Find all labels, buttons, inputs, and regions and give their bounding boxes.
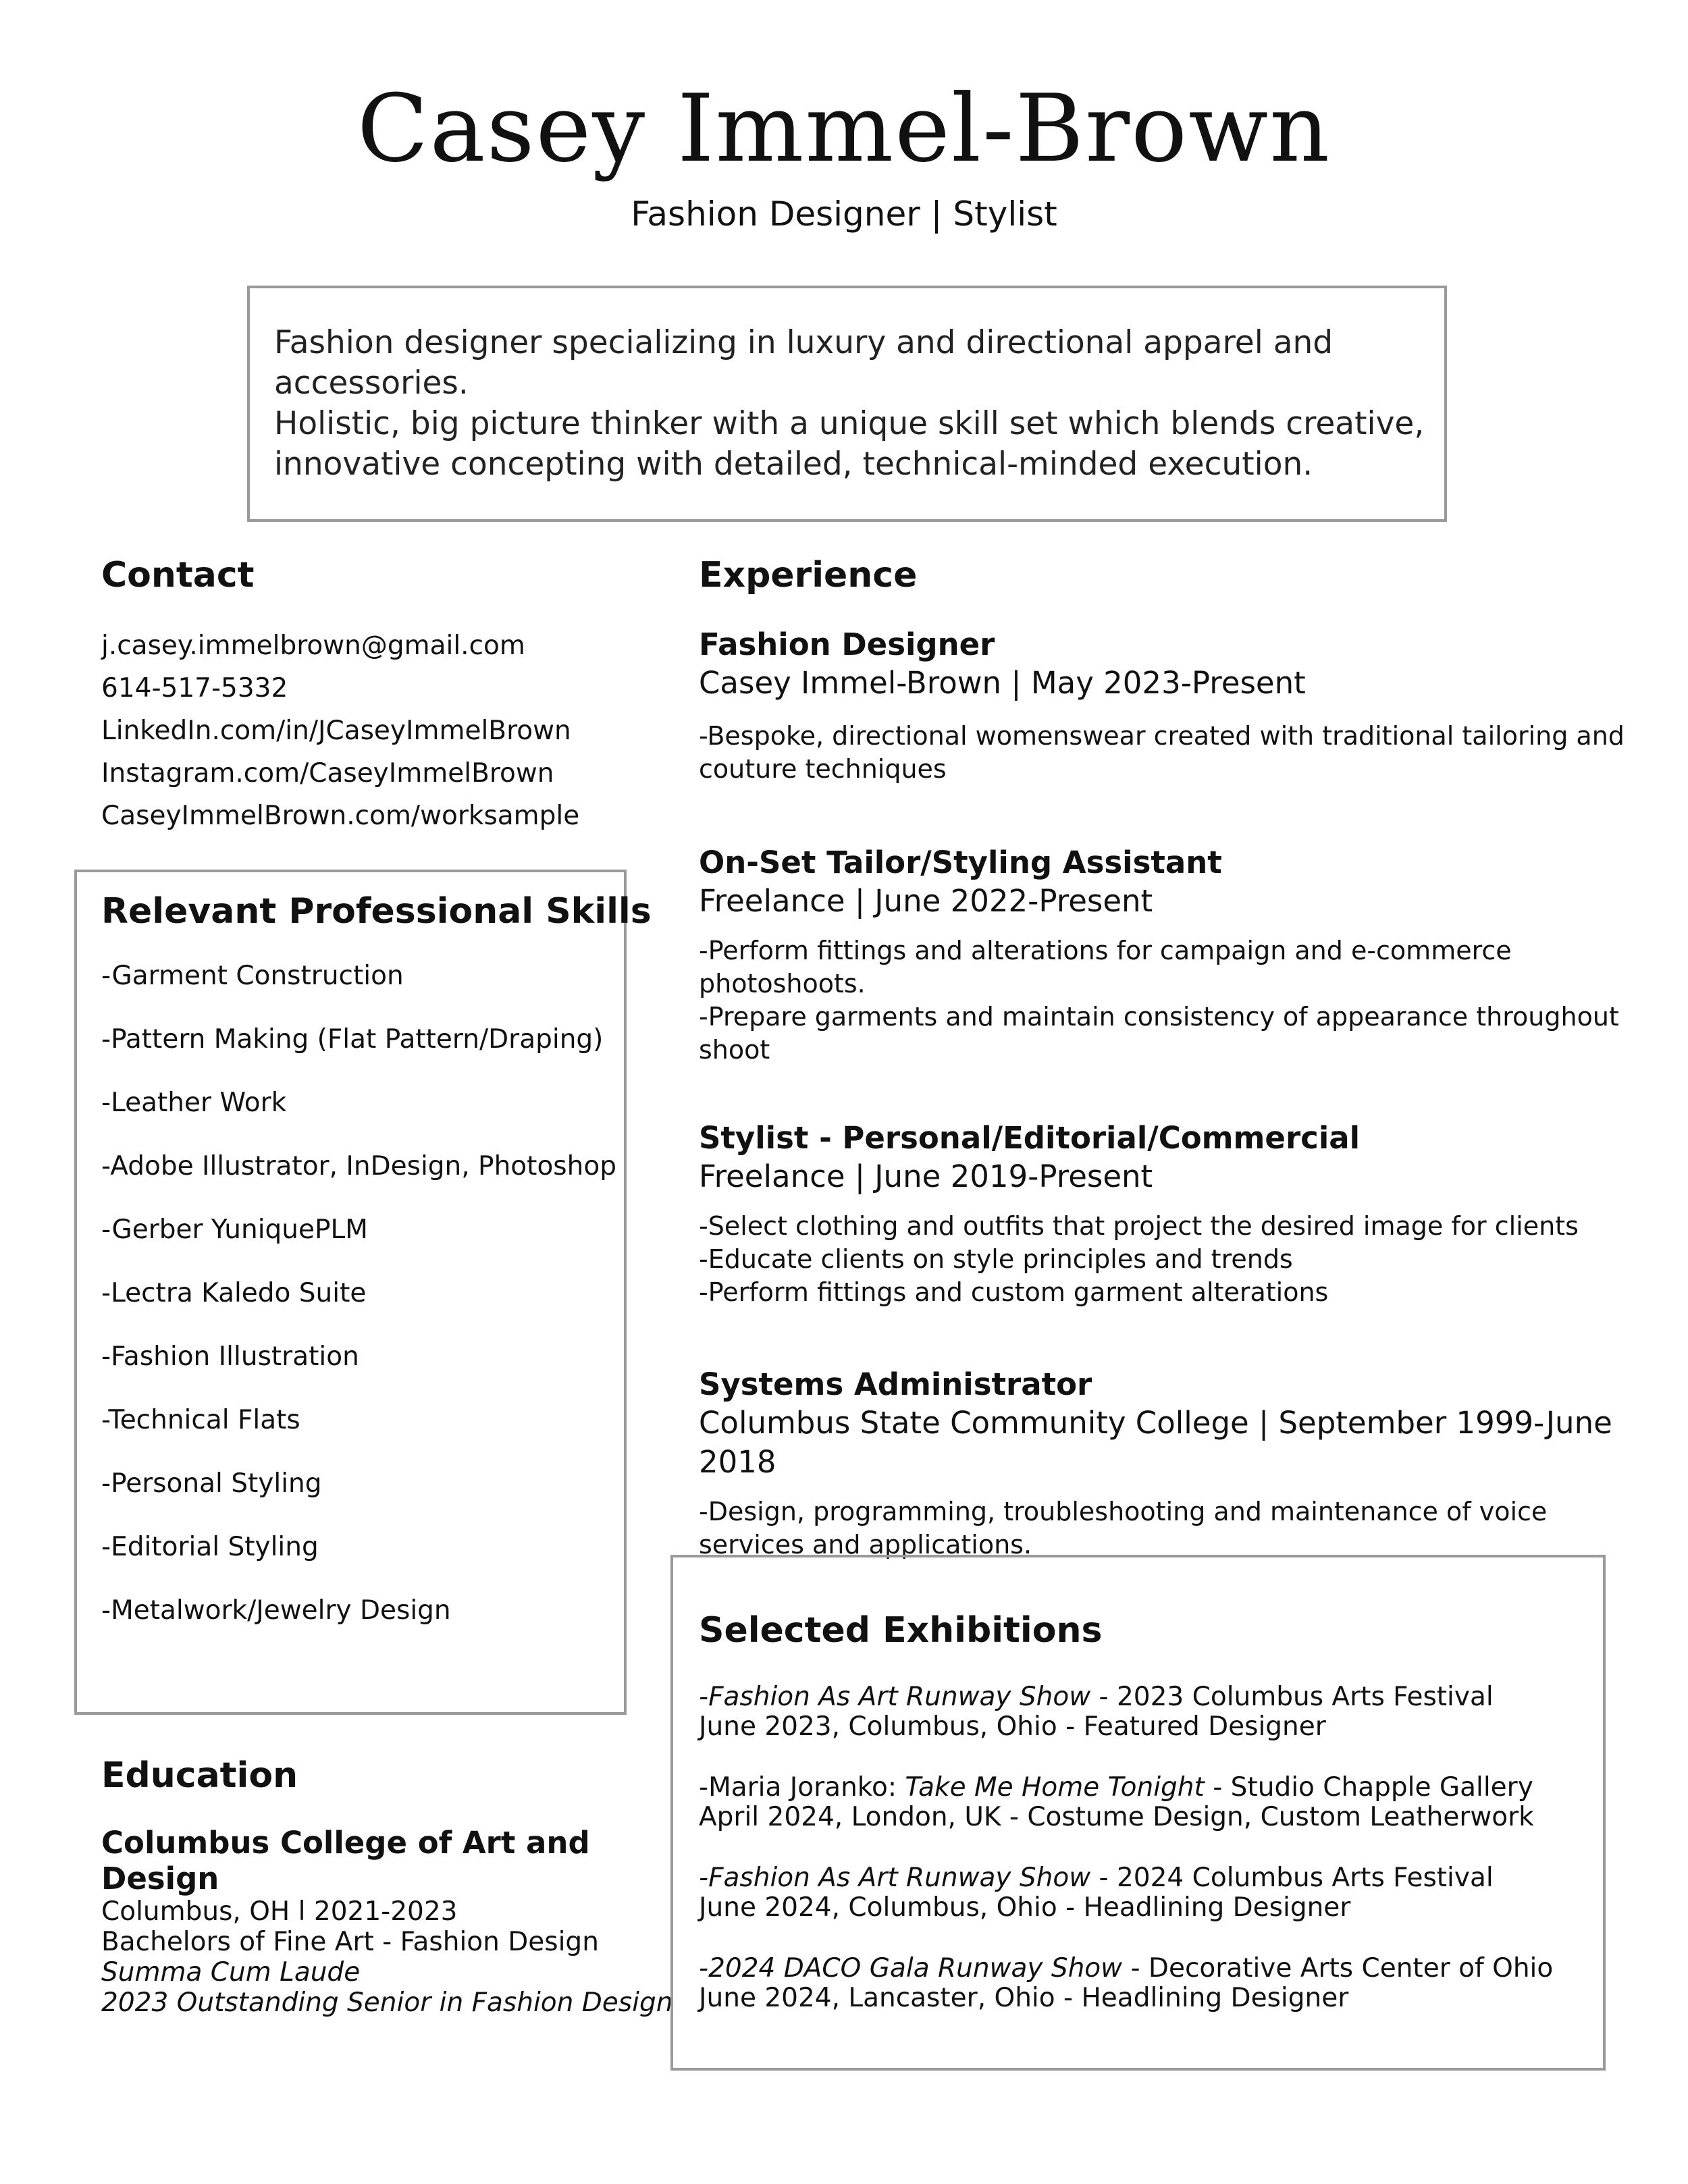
experience-heading: Experience (699, 555, 918, 595)
education-school: Columbus College of Art and Design (101, 1825, 590, 1896)
contact-website[interactable]: CaseyImmelBrown.com/worksample (101, 801, 580, 831)
job-entry (699, 1366, 1644, 1562)
job-org: Casey Immel-Brown | May 2023-Present (699, 665, 1306, 701)
job-org: Columbus State Community College | September 1999-June 2018 (699, 1405, 1612, 1480)
skills-heading: Relevant Professional Skills (101, 891, 652, 932)
job-desc-line: -Educate clients on style principles and trends (699, 1244, 1293, 1274)
exhibition-item (699, 1773, 1597, 1832)
job-entry (699, 626, 1644, 786)
job-title: Stylist - Personal/Editorial/Commercial (699, 1120, 1361, 1156)
education-honor: Summa Cum Laude (101, 1957, 361, 1988)
education-heading: Education (101, 1755, 298, 1796)
job-desc-line: couture techniques (699, 754, 947, 784)
exhibition-item (699, 1863, 1597, 1923)
contact-list (101, 624, 579, 837)
exhibition-details: April 2024, London, UK - Costume Design, Custom Leatherwork (699, 1802, 1534, 1832)
job-desc-line: -Select clothing and outfits that project the desired image for clients (699, 1211, 1579, 1241)
exhibitions-heading: Selected Exhibitions (699, 1610, 1103, 1651)
job-desc-line: services and applications. (699, 1530, 1032, 1560)
exhibition-show: -Fashion As Art Runway Show (699, 1863, 1091, 1893)
exhibition-show: -Fashion As Art Runway Show (699, 1682, 1091, 1712)
job-entry (699, 844, 1644, 1067)
contact-instagram[interactable]: Instagram.com/CaseyImmelBrown (101, 758, 554, 789)
job-org: Freelance | June 2019-Present (699, 1158, 1153, 1194)
skill-item: -Leather Work (101, 1088, 287, 1118)
summary-line: Holistic, big picture thinker with a unique skill set which blends creative, (274, 405, 1425, 442)
skill-item: -Personal Styling (101, 1468, 322, 1499)
summary-text (274, 323, 1435, 485)
job-title: On-Set Tailor/Styling Assistant (699, 845, 1222, 880)
skill-item: -Gerber YuniquePLM (101, 1215, 368, 1245)
exhibition-item (699, 1954, 1597, 2013)
skill-item: -Metalwork/Jewelry Design (101, 1595, 451, 1626)
education-block (101, 1825, 675, 2018)
skill-item: -Pattern Making (Flat Pattern/Draping) (101, 1024, 604, 1055)
exhibition-details: June 2023, Columbus, Ohio - Featured Designer (699, 1711, 1326, 1742)
job-title: Systems Administrator (699, 1366, 1092, 1402)
skill-item: -Technical Flats (101, 1405, 300, 1435)
education-location: Columbus, OH l 2021-2023 (101, 1896, 458, 1927)
job-desc-line: -Bespoke, directional womenswear created with traditional tailoring and (699, 721, 1625, 751)
exhibition-venue: - 2024 Columbus Arts Festival (1090, 1863, 1494, 1893)
resume-role: Fashion Designer | Stylist (631, 194, 1057, 234)
exhibition-details: June 2024, Lancaster, Ohio - Headlining Designer (699, 1983, 1349, 2013)
contact-linkedin[interactable]: LinkedIn.com/in/JCaseyImmelBrown (101, 716, 571, 746)
job-entry (699, 1119, 1644, 1309)
exhibition-venue: - 2023 Columbus Arts Festival (1090, 1682, 1494, 1712)
exhibition-details: June 2024, Columbus, Ohio - Headlining Designer (699, 1892, 1351, 1923)
skills-list (101, 961, 616, 1659)
summary-line: innovative concepting with detailed, technical-minded execution. (274, 446, 1313, 483)
education-award: 2023 Outstanding Senior in Fashion Design (101, 1988, 673, 2018)
resume-name: Casey Immel-Brown (357, 74, 1331, 183)
job-desc-line: -Perform fittings and alterations for campaign and e-commerce (699, 936, 1512, 965)
exhibition-show: Take Me Home Tonight (905, 1772, 1205, 1803)
education-degree: Bachelors of Fine Art - Fashion Design (101, 1927, 599, 1957)
exhibition-show: -2024 DACO Gala Runway Show (699, 1953, 1123, 1983)
contact-heading: Contact (101, 555, 255, 595)
contact-email[interactable]: j.casey.immelbrown@gmail.com (101, 631, 525, 661)
exhibition-prefix: -Maria Joranko: (699, 1772, 905, 1803)
exhibition-venue: - Decorative Arts Center of Ohio (1122, 1953, 1554, 1983)
skill-item: -Lectra Kaledo Suite (101, 1278, 367, 1308)
skill-item: -Fashion Illustration (101, 1341, 359, 1372)
job-desc-line: -Prepare garments and maintain consistency of appearance throughout (699, 1002, 1619, 1032)
job-title: Fashion Designer (699, 627, 995, 662)
skill-item: -Editorial Styling (101, 1532, 319, 1562)
exhibition-item (699, 1682, 1597, 1742)
job-desc-line: shoot (699, 1035, 770, 1065)
skill-item: -Adobe Illustrator, InDesign, Photoshop (101, 1151, 616, 1181)
summary-line: Fashion designer specializing in luxury and directional apparel and accessories. (274, 324, 1334, 402)
skill-item: -Garment Construction (101, 961, 404, 991)
job-desc-line: -Design, programming, troubleshooting and maintenance of voice (699, 1497, 1548, 1526)
exhibition-venue: - Studio Chapple Gallery (1204, 1772, 1533, 1803)
job-org: Freelance | June 2022-Present (699, 883, 1153, 919)
contact-phone[interactable]: 614-517-5332 (101, 673, 288, 703)
job-desc-line: -Perform fittings and custom garment alterations (699, 1277, 1329, 1307)
job-desc-line: photoshoots. (699, 969, 866, 998)
